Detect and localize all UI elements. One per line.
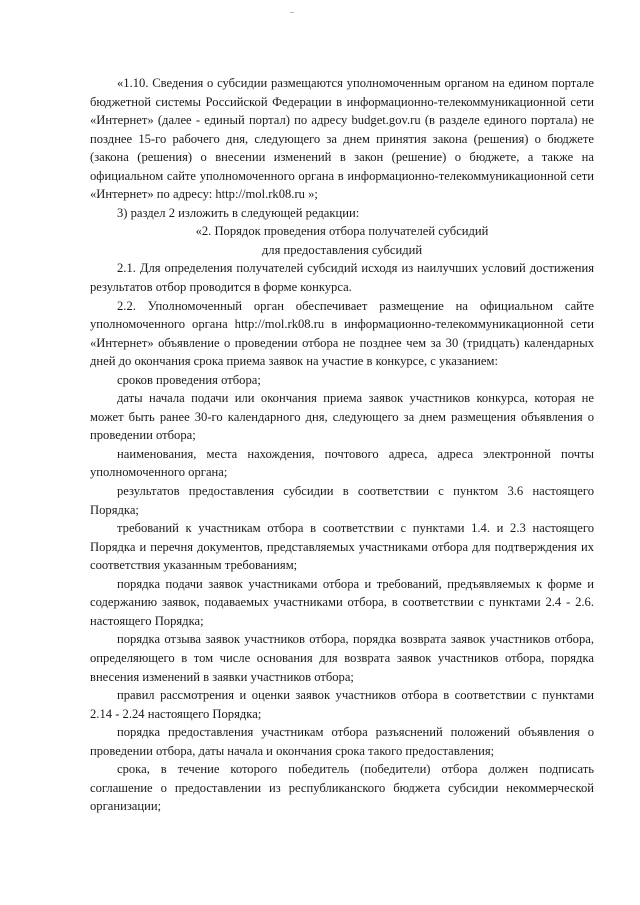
section-heading-line-2: для предоставления субсидий: [261, 242, 423, 257]
list-item-review-rules: правил рассмотрения и оценки заявок участников отбора в соответствии с пунктами 2.14 - 2.24 настоящего Порядка;: [90, 688, 594, 721]
list-item-requirements: требований к участникам отбора в соответствии с пунктами 1.4. и 2.3 настоящего Порядка и перечня документов, представляемых участниками отбора для подтверждения их соответствия указанным требованиям;: [90, 521, 594, 573]
list-item-dates: даты начала подачи или окончания приема заявок участников конкурса, которая не может быть ранее 30-го календарного дня, следующего за днем размещения объявления о проведении отбора;: [90, 391, 594, 443]
scan-mark: [290, 12, 294, 13]
paragraph-2-1: 2.1. Для определения получателей субсидий исходя из наилучших условий достижения результатов отбор проводится в форме конкурса.: [90, 261, 594, 295]
section-heading-line-1: «2. Порядок проведения отбора получателей субсидий: [195, 224, 489, 239]
list-item-clarifications: порядка предоставления участникам отбора разъяснений положений объявления о проведении отбора, даты начала и окончания срока такого предоставления;: [90, 725, 594, 758]
list-item-withdrawal-procedure: порядка отзыва заявок участников отбора, порядка возврата заявок участников отбора, определяющего в том числе основания для возврата заявок участников отбора, порядка внесения изменений в заявки участников отбора;: [90, 632, 594, 684]
list-item-agreement-deadline: срока, в течение которого победитель (победители) отбора должен подписать соглашение о предоставлении из республиканского бюджета субсидии некоммерческой организации;: [90, 762, 594, 814]
list-item-terms: сроков проведения отбора;: [117, 372, 261, 387]
list-item-contacts: наименования, места нахождения, почтового адреса, адреса электронной почты уполномоченного органа;: [90, 446, 594, 480]
document-body: [90, 74, 594, 816]
list-item-results: результатов предоставления субсидии в соответствии с пунктом 3.6 настоящего Порядка;: [90, 484, 594, 517]
paragraph-item-3: 3) раздел 2 изложить в следующей редакции:: [117, 205, 360, 220]
paragraph-1-10: «1.10. Сведения о субсидии размещаются уполномоченным органом на едином портале бюджетной системы Российской Федерации в информационно-телекоммуникационной сети «Интернет» (далее - единый портал) по адресу budget.gov.ru (в разделе единого портала) не позднее 15-го рабочего дня, следующего за днем принятия закона (решения) о бюджете (закона (решения) о внесении изменений в закон (решение) о бюджете, а также на официальном сайте уполномоченного органа в информационно-телекоммуникационной сети «Интернет» по адресу: http://mol.rk08.ru »;: [90, 76, 594, 202]
paragraph-2-2: 2.2. Уполномоченный орган обеспечивает размещение на официальном сайте уполномоченного органа http://mol.rk08.ru в информационно-телекоммуникационной сети «Интернет» объявление о проведении отбора не позднее чем за 30 (тридцать) календарных дней до окончания срока приема заявок на участие в конкурсе, с указанием:: [90, 298, 594, 369]
list-item-application-procedure: порядка подачи заявок участниками отбора и требований, предъявляемых к форме и содержанию заявок, подаваемых участниками отбора, в соответствии с пунктами 2.4 - 2.6. настоящего Порядка;: [90, 576, 594, 628]
